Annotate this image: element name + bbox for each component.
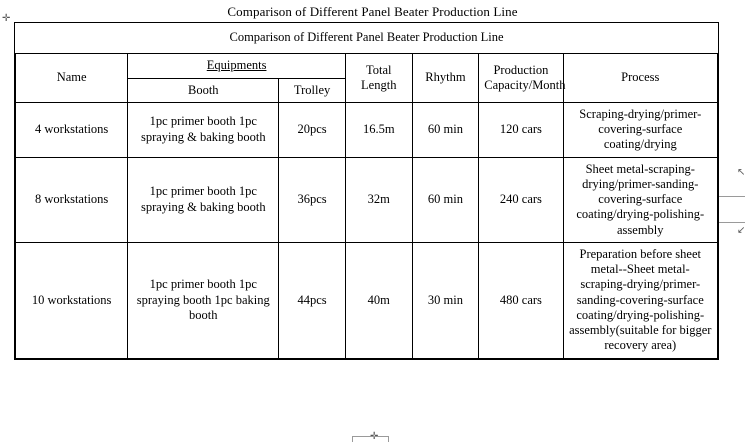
header-equipments: Equipments xyxy=(128,54,346,78)
table-title: Comparison of Different Panel Beater Production Line xyxy=(16,23,718,54)
cell-trolley: 20pcs xyxy=(279,102,346,157)
cell-booth: 1pc primer booth 1pc spraying & baking booth xyxy=(128,157,279,242)
cell-total-length: 16.5m xyxy=(345,102,412,157)
cell-trolley: 36pcs xyxy=(279,157,346,242)
crop-mark-bottom-middle-icon xyxy=(370,432,378,442)
cell-rhythm: 30 min xyxy=(412,242,479,358)
cell-capacity: 480 cars xyxy=(479,242,563,358)
cell-name: 8 workstations xyxy=(16,157,128,242)
cell-name: 4 workstations xyxy=(16,102,128,157)
cell-rhythm: 60 min xyxy=(412,102,479,157)
cell-total-length: 40m xyxy=(345,242,412,358)
header-booth: Booth xyxy=(128,78,279,102)
cell-trolley: 44pcs xyxy=(279,242,346,358)
table-row xyxy=(16,242,718,358)
cell-total-length: 32m xyxy=(345,157,412,242)
table-row xyxy=(16,157,718,242)
page-edge-line-bottom xyxy=(352,436,389,437)
crop-mark-top-left-icon: ✛ xyxy=(2,13,11,24)
comparison-table xyxy=(15,23,718,359)
cell-process: Preparation before sheet metal--Sheet metal-scraping-drying/primer-sanding-covering-surface coating/drying-polishing-assembly(suitable for bigger recovery area) xyxy=(563,242,717,358)
cell-booth: 1pc primer booth 1pc spraying booth 1pc baking booth xyxy=(128,242,279,358)
comparison-table-container xyxy=(14,22,719,360)
header-total-length: Total Length xyxy=(345,54,412,103)
cell-process: Sheet metal-scraping-drying/primer-sanding-covering-surface coating/drying-polishing-assembly xyxy=(563,157,717,242)
page-edge-line-right-top xyxy=(719,196,745,197)
crop-mark-right-bottom-icon: ↙ xyxy=(737,225,745,236)
page-edge-line-right-bottom xyxy=(719,222,745,223)
table-title-row xyxy=(16,23,718,54)
cell-process: Scraping-drying/primer-covering-surface coating/drying xyxy=(563,102,717,157)
header-trolley: Trolley xyxy=(279,78,346,102)
header-process: Process xyxy=(563,54,717,103)
table-header-row-1 xyxy=(16,54,718,78)
table-row xyxy=(16,102,718,157)
cell-rhythm: 60 min xyxy=(412,157,479,242)
cell-booth: 1pc primer booth 1pc spraying & baking booth xyxy=(128,102,279,157)
cell-capacity: 240 cars xyxy=(479,157,563,242)
header-name: Name xyxy=(16,54,128,103)
header-production-capacity: Production Capacity/Month xyxy=(479,54,563,103)
page-header-title: Comparison of Different Panel Beater Production Line xyxy=(227,4,518,19)
header-rhythm: Rhythm xyxy=(412,54,479,103)
cell-capacity: 120 cars xyxy=(479,102,563,157)
cell-name: 10 workstations xyxy=(16,242,128,358)
crop-mark-right-top-icon: ↖ xyxy=(737,167,745,178)
